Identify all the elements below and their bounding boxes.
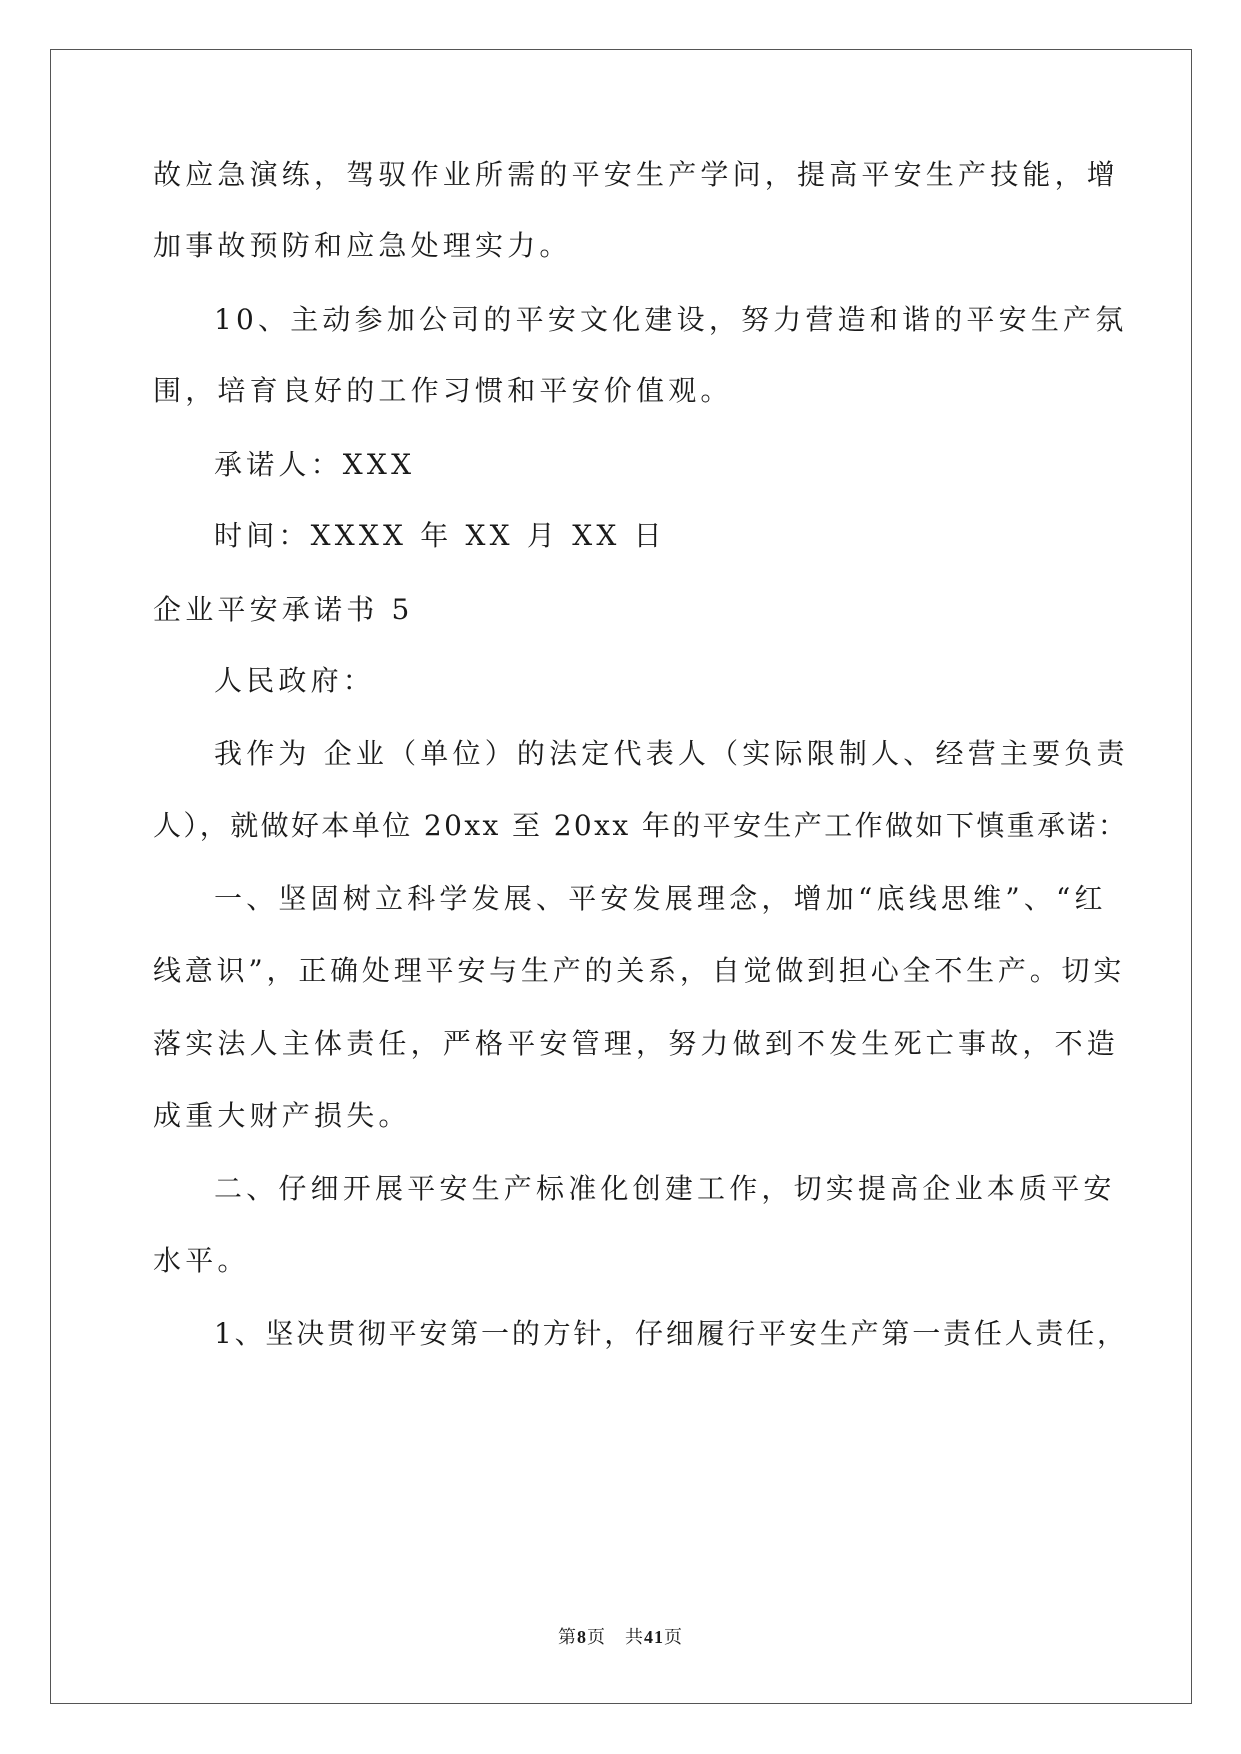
body-line-11: 一、坚固树立科学发展、平安发展理念，增加“底线思维”、“红: [214, 882, 1107, 915]
body-line-10: 人），就做好本单位 20xx 至 20xx 年的平安生产工作做如下慎重承诺：: [153, 809, 1129, 842]
footer-mid: 页 共: [587, 1627, 644, 1648]
page-footer: [0, 1625, 1241, 1650]
addressee-line: 人民政府：: [214, 664, 376, 697]
page-border: [50, 49, 1192, 1704]
body-line-1: 故应急演练，驾驭作业所需的平安生产学问，提高平安生产技能，增: [153, 158, 1120, 191]
date-line: 时间：XXXX 年 XX 月 XX 日: [214, 519, 666, 552]
body-line-4: 围，培育良好的工作习惯和平安价值观。: [153, 374, 733, 407]
signatory-line: 承诺人：XXX: [214, 448, 416, 481]
total-pages-number: 41: [644, 1627, 664, 1647]
body-line-13: 落实法人主体责任，严格平安管理，努力做到不发生死亡事故，不造: [153, 1027, 1120, 1060]
current-page-number: 8: [577, 1627, 587, 1647]
footer-suffix: 页: [664, 1627, 683, 1648]
body-line-12: 线意识”，正确处理平安与生产的关系，自觉做到担心全不生产。切实: [153, 954, 1126, 987]
body-line-16: 水平。: [153, 1244, 250, 1277]
body-line-15: 二、仔细开展平安生产标准化创建工作，切实提高企业本质平安: [214, 1172, 1116, 1205]
body-line-3: 10、主动参加公司的平安文化建设，努力营造和谐的平安生产氛: [214, 303, 1128, 336]
body-line-2: 加事故预防和应急处理实力。: [153, 229, 572, 262]
body-line-17: 1、坚决贯彻平安第一的方针，仔细履行平安生产第一责任人责任，: [214, 1317, 1128, 1350]
body-line-9: 我作为 企业（单位）的法定代表人（实际限制人、经营主要负责: [214, 737, 1129, 770]
body-line-14: 成重大财产损失。: [153, 1099, 411, 1132]
footer-prefix: 第: [558, 1627, 577, 1648]
section-title: 企业平安承诺书 5: [153, 593, 414, 626]
